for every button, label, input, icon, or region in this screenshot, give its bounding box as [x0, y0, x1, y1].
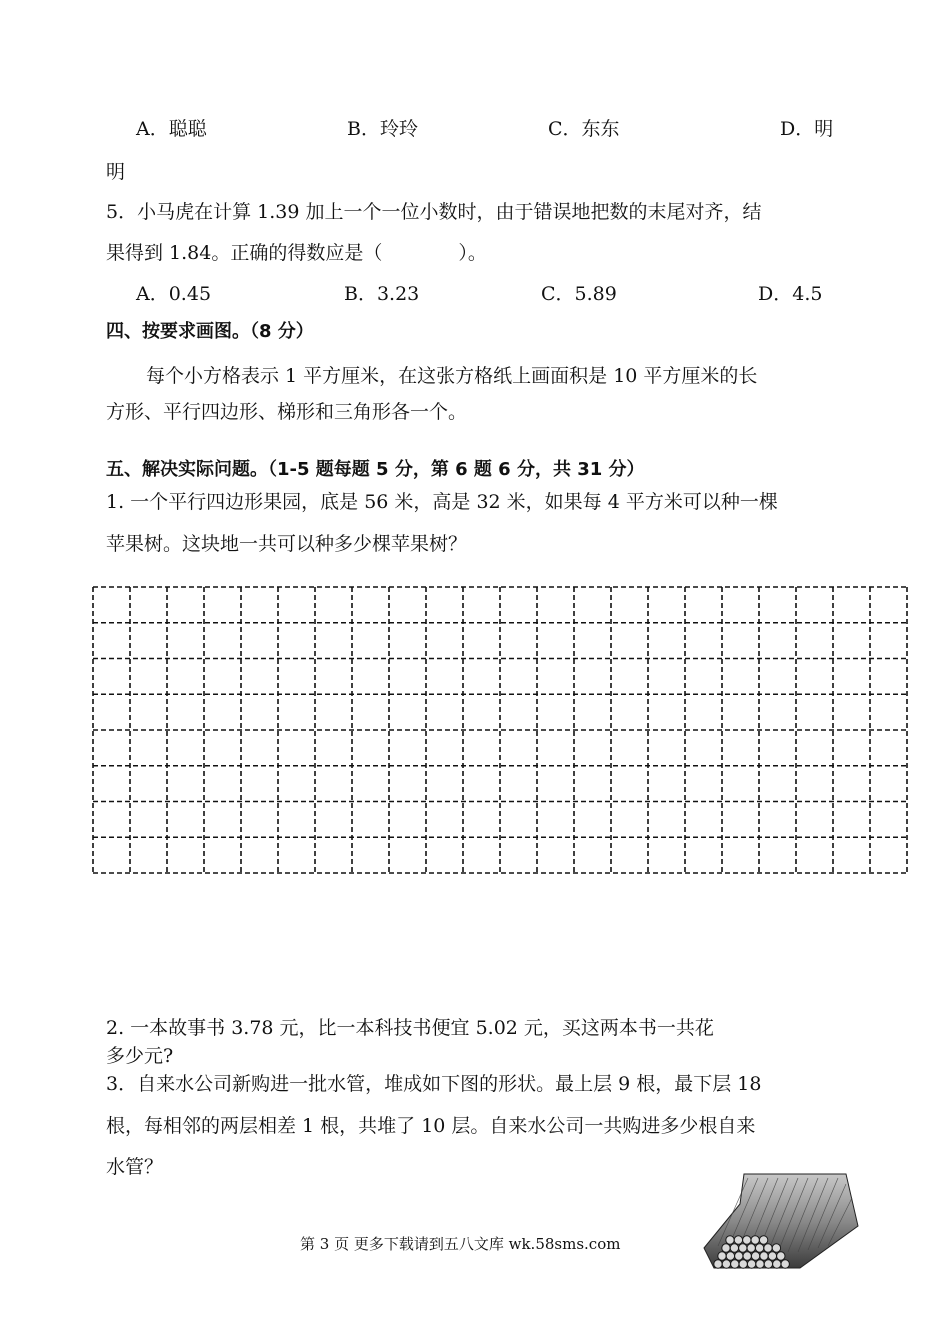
section-4-line-1: 每个小方格表示 1 平方厘米，在这张方格纸上画面积是 10 平方厘米的长: [146, 365, 758, 387]
problem-3-line-3: 水管？: [106, 1156, 164, 1178]
q4-option-b: B．玲玲: [347, 118, 418, 140]
problem-3-line-2: 根，每相邻的两层相差 1 根，共堆了 10 层。自来水公司一共购进多少根自来: [106, 1115, 756, 1137]
pipe-end: [731, 1260, 739, 1268]
section-4-line-2: 方形、平行四边形、梯形和三角形各一个。: [106, 401, 468, 423]
pipe-end: [739, 1244, 747, 1252]
pipe-end: [777, 1252, 785, 1260]
pipe-end: [751, 1252, 759, 1260]
problem-2-line-1: 2. 一本故事书 3.78 元，比一本科技书便宜 5.02 元，买这两本书一共花: [106, 1017, 714, 1039]
pipe-end: [739, 1260, 747, 1268]
pipe-end: [772, 1244, 780, 1252]
pipe-end: [747, 1244, 755, 1252]
section-5-heading: 五、解决实际问题。（1-5 题每题 5 分，第 6 题 6 分，共 31 分）: [106, 459, 645, 480]
q5-option-d: D．4.5: [758, 283, 823, 305]
pipe-end: [764, 1244, 772, 1252]
problem-1-line-2: 苹果树。这块地一共可以种多少棵苹果树？: [106, 533, 468, 555]
q4-option-a: A．聪聪: [136, 118, 207, 140]
q5-line-1: 5．小马虎在计算 1.39 加上一个一位小数时，由于错误地把数的末尾对齐，结: [106, 201, 762, 223]
q4-option-c: C．东东: [548, 118, 620, 140]
pipe-end: [714, 1260, 722, 1268]
pipe-end: [768, 1252, 776, 1260]
pipe-end: [743, 1236, 751, 1244]
problem-1-line-1: 1. 一个平行四边形果园，底是 56 米，高是 32 米，如果每 4 平方米可以种一棵: [106, 491, 778, 513]
pipe-end: [751, 1236, 759, 1244]
q5-line-2: 果得到 1.84。正确的得数应是（ ）。: [106, 242, 487, 264]
pipe-end: [730, 1244, 738, 1252]
pipe-end: [747, 1260, 755, 1268]
page-footer: 第 3 页 更多下载请到五八文库 wk.58sms.com: [300, 1235, 621, 1253]
pipe-end: [726, 1236, 734, 1244]
q4-option-d: D．明: [780, 118, 834, 140]
q5-option-a: A．0.45: [136, 283, 212, 305]
pipe-end: [743, 1252, 751, 1260]
pipe-end: [722, 1260, 730, 1268]
section-4-heading: 四、按要求画图。（8 分）: [106, 321, 314, 342]
q5-option-c: C．5.89: [541, 283, 617, 305]
pipe-end: [781, 1260, 789, 1268]
problem-2-line-2: 多少元?: [106, 1045, 174, 1067]
q4-option-d-wrap: 明: [106, 161, 126, 183]
pipe-end: [718, 1252, 726, 1260]
pipe-end: [773, 1260, 781, 1268]
pipe-end: [726, 1252, 734, 1260]
pipe-end: [735, 1252, 743, 1260]
pipe-end: [756, 1260, 764, 1268]
pipe-end: [734, 1236, 742, 1244]
pipe-stack-illustration: [700, 1168, 860, 1276]
grid-paper: [92, 586, 908, 874]
pipe-end: [760, 1252, 768, 1260]
pipe-end: [755, 1244, 763, 1252]
pipe-end: [759, 1236, 767, 1244]
pipe-end: [764, 1260, 772, 1268]
q5-option-b: B．3.23: [344, 283, 420, 305]
problem-3-line-1: 3．自来水公司新购进一批水管，堆成如下图的形状。最上层 9 根，最下层 18: [106, 1073, 762, 1095]
pipe-end: [722, 1244, 730, 1252]
